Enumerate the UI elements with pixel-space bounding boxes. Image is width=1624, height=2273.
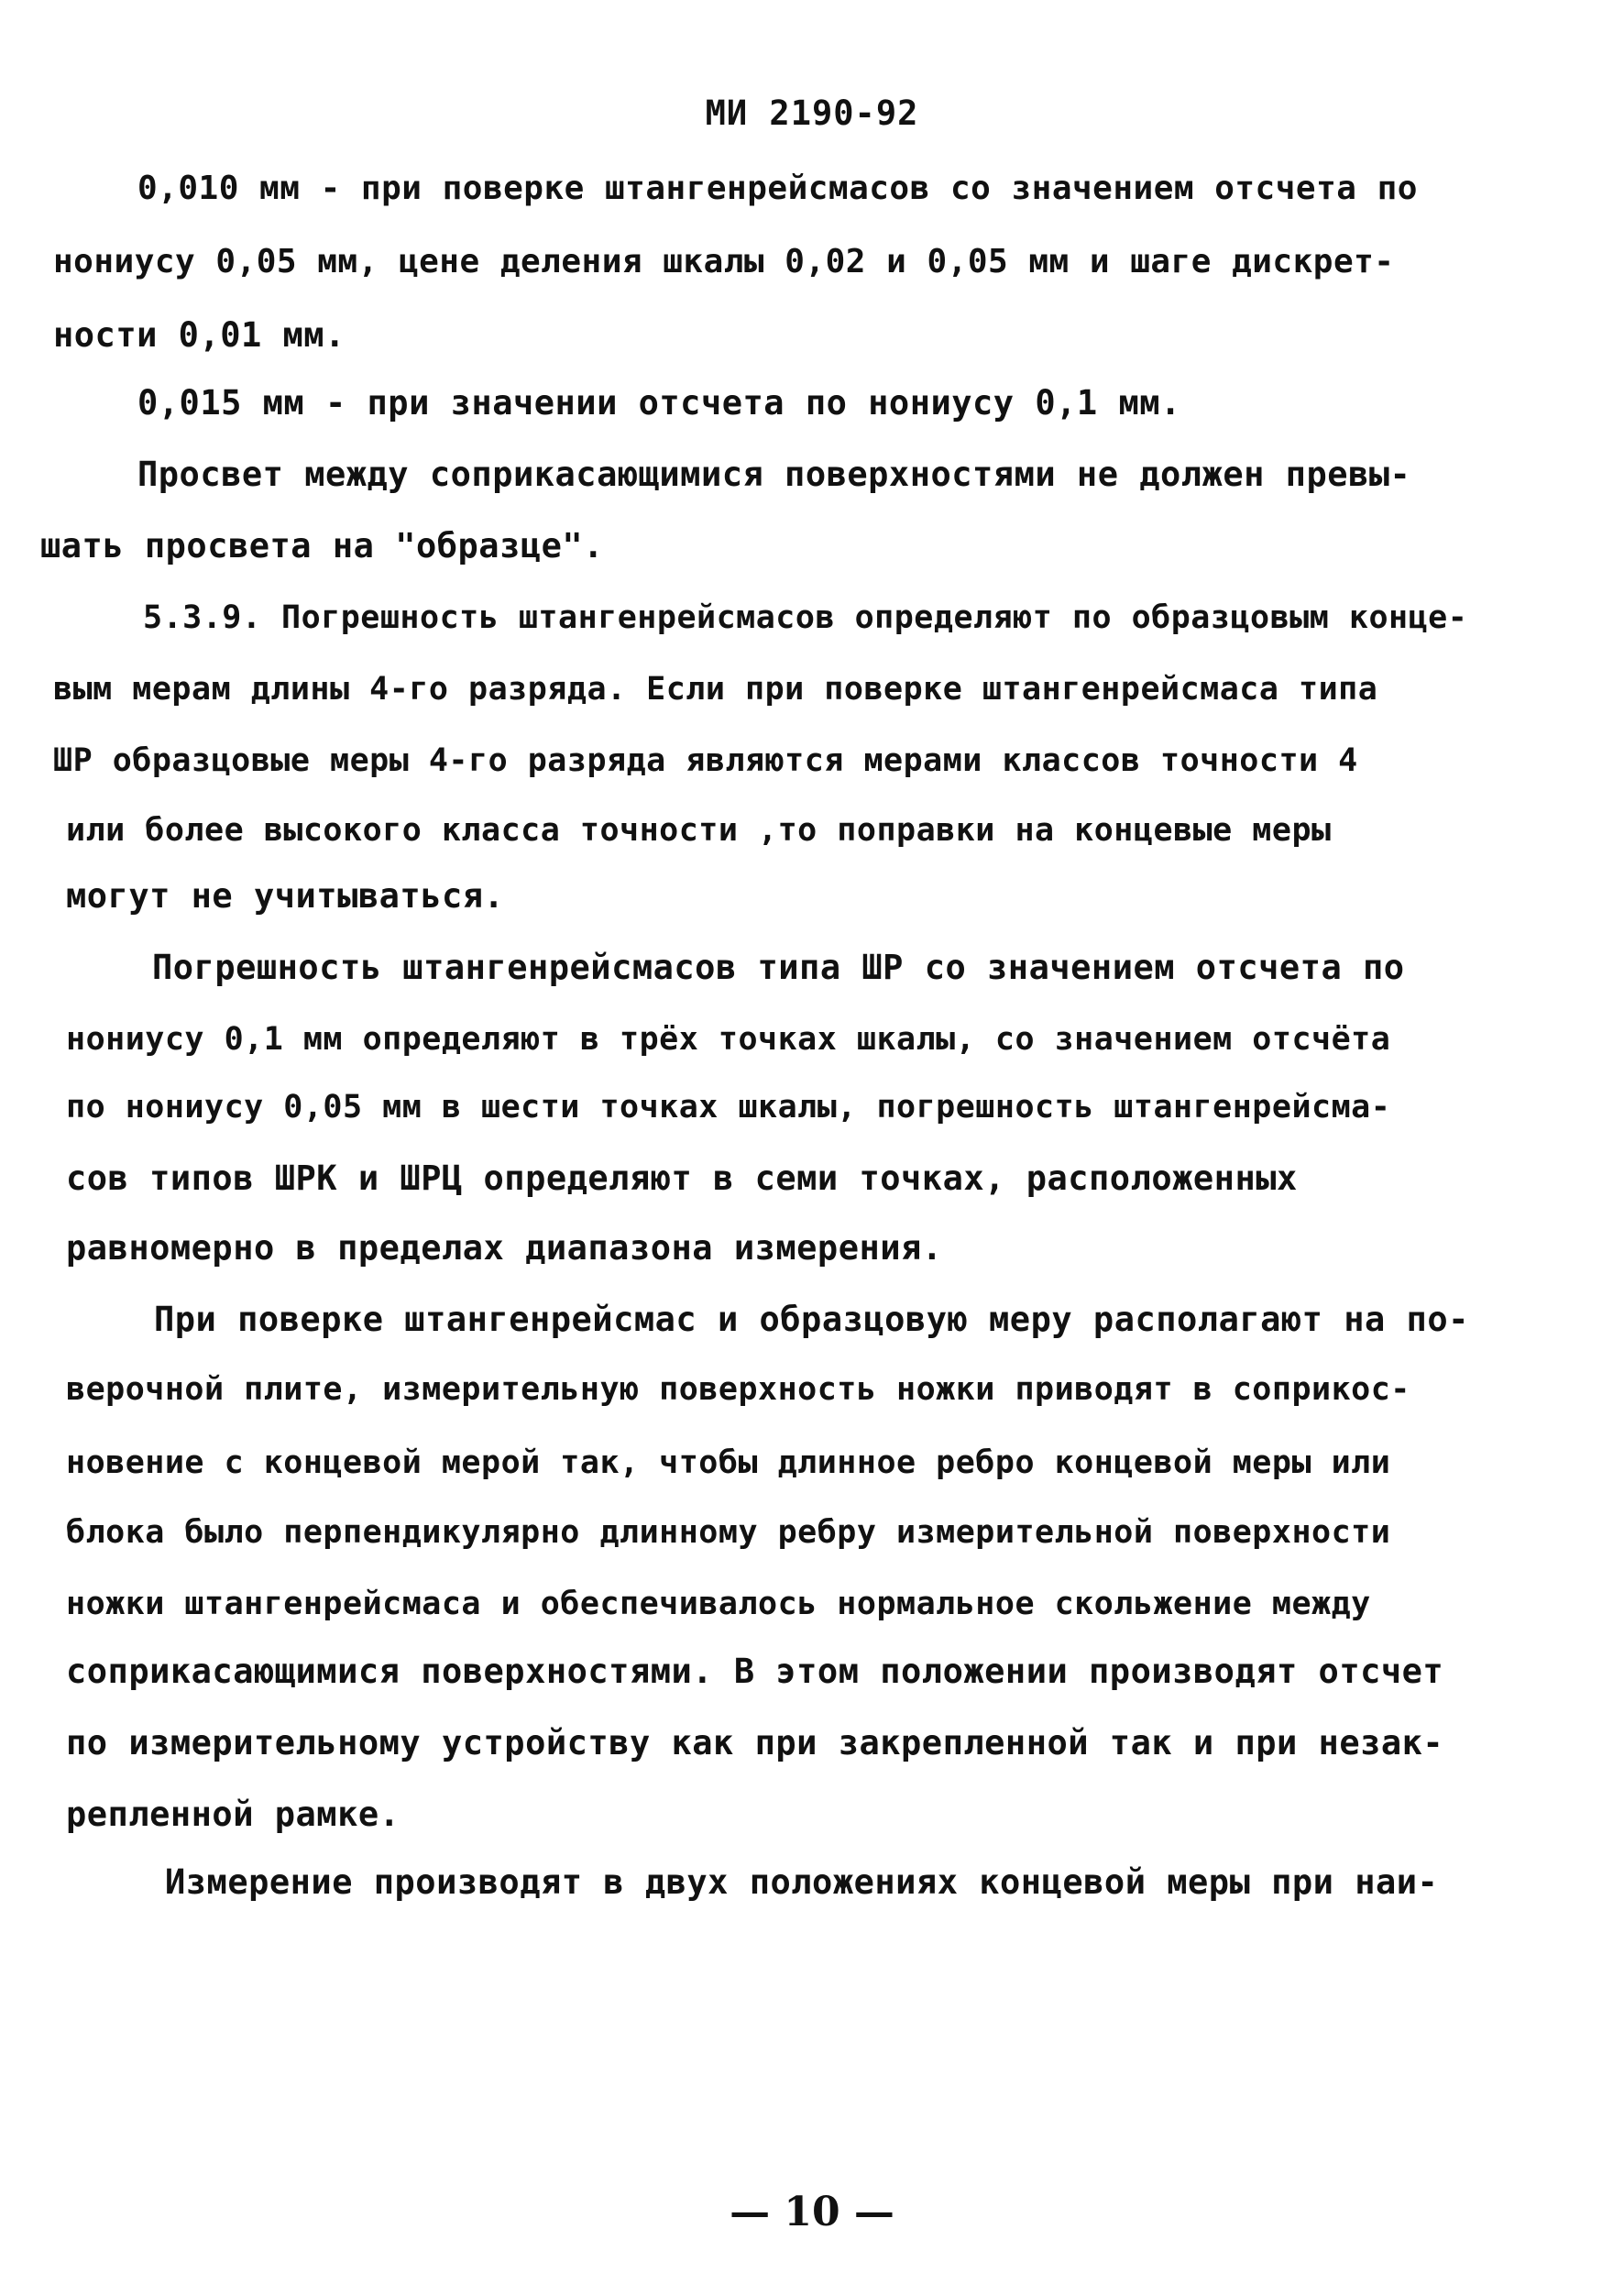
text-line: 5.3.9. Погрешность штангенрейсмасов определяют по образцовым конце- — [143, 599, 1468, 636]
document-header: МИ 2190-92 — [705, 93, 919, 133]
text-line: верочной плите, измерительную поверхность ножки приводят в соприкос- — [66, 1371, 1410, 1408]
text-line: по нониусу 0,05 мм в шести точках шкалы, погрешность штангенрейсма- — [66, 1089, 1391, 1126]
text-line: сов типов ШРК и ШРЦ определяют в семи точках, расположенных — [66, 1158, 1298, 1198]
text-line: ности 0,01 мм. — [53, 315, 346, 355]
text-line: могут не учитываться. — [66, 876, 505, 916]
text-line: шать просвета на "образце". — [40, 526, 604, 566]
text-line: Просвет между соприкасающимися поверхностями не должен превы- — [137, 455, 1411, 494]
text-line: нониусу 0,1 мм определяют в трёх точках шкалы, со значением отсчёта — [66, 1021, 1391, 1058]
text-line: 0,010 мм - при поверке штангенрейсмасов со значением отсчета по — [137, 170, 1418, 207]
text-line: Измерение производят в двух положениях концевой меры при наи- — [165, 1862, 1439, 1902]
text-line: репленной рамке. — [66, 1795, 401, 1834]
text-line: 0,015 мм - при значении отсчета по нониусу 0,1 мм. — [137, 383, 1181, 423]
text-line: Погрешность штангенрейсмасов типа ШР со значением отсчета по — [152, 948, 1405, 987]
text-line: по измерительному устройству как при закрепленной так и при незак- — [66, 1723, 1444, 1762]
text-line: нониусу 0,05 мм, цене деления шкалы 0,02 и 0,05 мм и шаге дискрет- — [53, 243, 1395, 280]
text-line: новение с концевой мерой так, чтобы длинное ребро концевой меры или — [66, 1444, 1391, 1481]
text-line: ШР образцовые меры 4-го разряда являются мерами классов точности 4 — [53, 742, 1358, 779]
text-line: или более высокого класса точности ,то поправки на концевые меры — [66, 812, 1332, 849]
text-line: При поверке штангенрейсмас и образцовую меру располагают на по- — [154, 1300, 1469, 1339]
text-line: блока было перпендикулярно длинному ребру измерительной поверхности — [66, 1514, 1391, 1551]
text-line: ножки штангенрейсмаса и обеспечивалось нормальное скольжение между — [66, 1586, 1371, 1622]
text-line: равномерно в пределах диапазона измерения. — [66, 1228, 943, 1268]
text-line: соприкасающимися поверхностями. В этом положении производят отсчет — [66, 1652, 1444, 1691]
text-line: вым мерам длины 4-го разряда. Если при поверке штангенрейсмаса типа — [53, 671, 1378, 708]
page-number: — 10 — — [730, 2189, 894, 2235]
